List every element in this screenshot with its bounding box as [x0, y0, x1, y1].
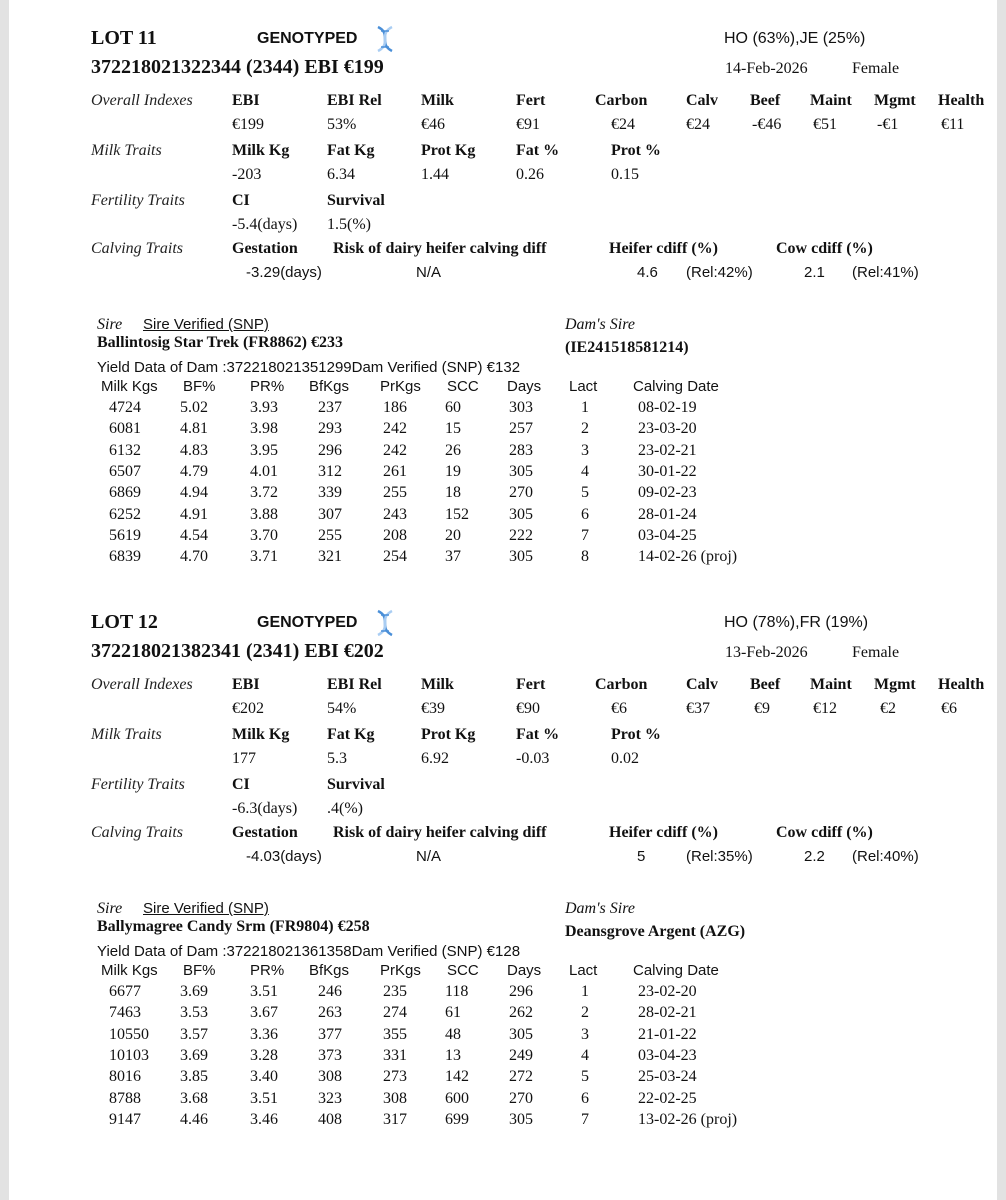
dams-sire-name: Deansgrove Argent (AZG) [565, 923, 746, 940]
yield-cell: 60 [445, 399, 461, 416]
val-fat-pct: -0.03 [516, 750, 550, 767]
hdr-ebi-rel: EBI Rel [327, 92, 382, 109]
val-maint: €51 [813, 116, 837, 133]
dna-icon [374, 609, 396, 637]
val-heifer-rel: (Rel:42%) [686, 264, 753, 281]
hdr-mgmt: Mgmt [874, 676, 916, 693]
hdr-calv: Calv [686, 92, 718, 109]
val-ebi: €202 [232, 700, 264, 717]
yield-cell: 37 [445, 548, 461, 566]
val-ci: -5.4(days) [232, 216, 298, 233]
hdr-gestation: Gestation [232, 824, 298, 841]
val-calv: €24 [686, 116, 710, 133]
yield-header: Calving Date [633, 378, 719, 395]
yield-cell: 28-02-21 [638, 1004, 697, 1022]
yield-cell: 246 [318, 983, 342, 1000]
yield-cell: 28-01-24 [638, 505, 697, 523]
yield-cell: 6869 [109, 484, 141, 502]
dna-icon [374, 25, 396, 53]
yield-cell: 13 [445, 1046, 461, 1064]
genotyped-badge: GENOTYPED [257, 614, 358, 631]
fertility-traits-label: Fertility Traits [91, 192, 185, 209]
yield-cell: 8 [581, 548, 589, 566]
yield-cell: 4 [581, 462, 589, 480]
yield-cell: 19 [445, 462, 461, 480]
yield-cell: 4.94 [180, 484, 208, 502]
hdr-milk-kg: Milk Kg [232, 142, 290, 159]
yield-cell: 249 [509, 1046, 533, 1064]
yield-header: PR% [250, 378, 285, 395]
yield-header: Days [507, 378, 542, 395]
yield-cell: 262 [509, 1004, 533, 1022]
dams-sire-name: (IE241518581214) [565, 339, 689, 356]
hdr-heifer-cdiff: Heifer cdiff (%) [609, 824, 718, 841]
yield-cell: 14-02-26 (proj) [638, 548, 738, 566]
yield-cell: 323 [318, 1089, 342, 1107]
yield-cell: 3.69 [180, 1046, 208, 1064]
yield-cell: 4.01 [250, 462, 278, 480]
val-cow-cdiff: 2.1 [804, 264, 825, 281]
yield-data-line: Yield Data of Dam :372218021351299Dam Verified (SNP) €132 [97, 359, 521, 376]
hdr-prot-pct: Prot % [611, 142, 661, 159]
hdr-ebi-rel: EBI Rel [327, 676, 382, 693]
hdr-prot-kg: Prot Kg [421, 142, 476, 159]
yield-cell: 1 [581, 399, 589, 416]
yield-data-line: Yield Data of Dam :372218021361358Dam Verified (SNP) €128 [97, 943, 521, 960]
hdr-carbon: Carbon [595, 92, 648, 109]
yield-cell: 3.46 [250, 1110, 278, 1128]
sex: Female [852, 60, 900, 77]
yield-cell: 6081 [109, 420, 141, 438]
hdr-milk: Milk [421, 676, 454, 693]
yield-cell: 255 [383, 484, 407, 502]
hdr-survival: Survival [327, 192, 385, 209]
yield-cell: 293 [318, 420, 342, 438]
yield-cell: 152 [445, 505, 469, 523]
yield-cell: 7 [581, 1110, 589, 1128]
val-heifer-cdiff: 5 [637, 848, 646, 865]
yield-header: PR% [250, 962, 285, 979]
sire-label: Sire [97, 316, 123, 333]
yield-cell: 8788 [109, 1089, 141, 1107]
sire-verified-link[interactable]: Sire Verified (SNP) [143, 900, 269, 917]
yield-cell: 26 [445, 441, 461, 459]
hdr-ebi: EBI [232, 676, 260, 693]
yield-header: BF% [183, 378, 216, 395]
yield-cell: 272 [509, 1068, 533, 1086]
yield-cell: 283 [509, 441, 533, 459]
val-risk: N/A [416, 848, 442, 865]
yield-cell: 6132 [109, 441, 141, 459]
yield-cell: 186 [383, 399, 407, 416]
yield-header: Milk Kgs [101, 378, 158, 395]
yield-cell: 4 [581, 1046, 589, 1064]
hdr-gestation: Gestation [232, 240, 298, 257]
hdr-fat-kg: Fat Kg [327, 142, 375, 159]
yield-cell: 408 [318, 1110, 342, 1128]
yield-header: Calving Date [633, 962, 719, 979]
hdr-ci: CI [232, 192, 250, 209]
hdr-beef: Beef [750, 92, 781, 109]
yield-cell: 305 [509, 548, 533, 566]
hdr-milk-kg: Milk Kg [232, 726, 290, 743]
yield-cell: 3 [581, 441, 589, 459]
yield-cell: 261 [383, 462, 407, 480]
hdr-fat-pct: Fat % [516, 142, 560, 159]
yield-cell: 255 [318, 526, 342, 544]
yield-cell: 21-01-22 [638, 1025, 697, 1043]
yield-cell: 263 [318, 1004, 342, 1022]
yield-cell: 22-02-25 [638, 1089, 697, 1107]
yield-cell: 61 [445, 1004, 461, 1022]
yield-cell: 257 [509, 420, 533, 438]
dams-sire-label: Dam's Sire [565, 316, 635, 333]
val-prot-pct: 0.15 [611, 166, 639, 183]
val-cow-cdiff: 2.2 [804, 848, 825, 865]
yield-cell: 3.53 [180, 1004, 208, 1022]
yield-cell: 6677 [109, 983, 141, 1000]
yield-cell: 2 [581, 1004, 589, 1022]
birth-date: 14-Feb-2026 [725, 60, 808, 77]
yield-cell: 1 [581, 983, 589, 1000]
yield-cell: 10103 [109, 1046, 149, 1064]
hdr-fat-kg: Fat Kg [327, 726, 375, 743]
yield-cell: 13-02-26 (proj) [638, 1110, 738, 1128]
yield-cell: 355 [383, 1025, 407, 1043]
yield-cell: 274 [383, 1004, 407, 1022]
val-fert: €91 [516, 116, 540, 133]
yield-cell: 4.70 [180, 548, 208, 566]
yield-cell: 303 [509, 399, 533, 416]
val-survival: 1.5(%) [327, 216, 371, 233]
yield-cell: 30-01-22 [638, 462, 697, 480]
milk-traits-label: Milk Traits [91, 142, 162, 159]
yield-header: PrKgs [380, 962, 421, 979]
yield-cell: 3.28 [250, 1046, 278, 1064]
yield-cell: 7463 [109, 1004, 141, 1022]
yield-cell: 699 [445, 1110, 469, 1128]
yield-cell: 3.70 [250, 526, 278, 544]
dams-sire-label: Dam's Sire [565, 900, 635, 917]
fertility-traits-label: Fertility Traits [91, 776, 185, 793]
yield-cell: 3 [581, 1025, 589, 1043]
hdr-carbon: Carbon [595, 676, 648, 693]
milk-traits-label: Milk Traits [91, 726, 162, 743]
yield-cell: 3.68 [180, 1089, 208, 1107]
yield-cell: 3.51 [250, 1089, 278, 1107]
hdr-prot-pct: Prot % [611, 726, 661, 743]
yield-cell: 3.51 [250, 983, 278, 1000]
yield-cell: 6 [581, 505, 589, 523]
frame-right [997, 0, 1006, 1200]
yield-cell: 308 [383, 1089, 407, 1107]
yield-cell: 142 [445, 1068, 469, 1086]
hdr-prot-kg: Prot Kg [421, 726, 476, 743]
yield-cell: 4.46 [180, 1110, 208, 1128]
yield-header: Lact [569, 378, 598, 395]
yield-cell: 3.85 [180, 1068, 208, 1086]
genotyped-badge: GENOTYPED [257, 30, 358, 47]
hdr-ci: CI [232, 776, 250, 793]
yield-cell: 2 [581, 420, 589, 438]
sire-label: Sire [97, 900, 123, 917]
yield-cell: 373 [318, 1046, 342, 1064]
yield-cell: 331 [383, 1046, 407, 1064]
yield-cell: 09-02-23 [638, 484, 697, 502]
yield-cell: 312 [318, 462, 342, 480]
hdr-mgmt: Mgmt [874, 92, 916, 109]
yield-cell: 208 [383, 526, 407, 544]
yield-cell: 235 [383, 983, 407, 1000]
hdr-maint: Maint [810, 676, 852, 693]
yield-cell: 6507 [109, 462, 141, 480]
yield-cell: 3.36 [250, 1025, 278, 1043]
val-prot-kg: 1.44 [421, 166, 449, 183]
yield-cell: 6252 [109, 505, 141, 523]
val-fat-kg: 5.3 [327, 750, 347, 767]
val-ebi-rel: 53% [327, 116, 357, 133]
yield-cell: 25-03-24 [638, 1068, 697, 1086]
sire-verified-link[interactable]: Sire Verified (SNP) [143, 316, 269, 333]
val-ebi: €199 [232, 116, 264, 133]
lot-title: LOT 11 [91, 27, 157, 49]
hdr-fat-pct: Fat % [516, 726, 560, 743]
yield-cell: 23-03-20 [638, 420, 697, 438]
yield-cell: 08-02-19 [638, 399, 697, 416]
yield-cell: 3.57 [180, 1025, 208, 1043]
yield-cell: 5 [581, 1068, 589, 1086]
yield-cell: 3.67 [250, 1004, 278, 1022]
yield-cell: 3.98 [250, 420, 278, 438]
overall-indexes-label: Overall Indexes [91, 676, 193, 693]
yield-cell: 3.71 [250, 548, 278, 566]
yield-header: SCC [447, 962, 479, 979]
yield-cell: 305 [509, 462, 533, 480]
yield-cell: 4.91 [180, 505, 208, 523]
yield-cell: 03-04-25 [638, 526, 697, 544]
hdr-calv: Calv [686, 676, 718, 693]
sire-name: Ballintosig Star Trek (FR8862) €233 [97, 334, 343, 351]
yield-cell: 308 [318, 1068, 342, 1086]
yield-cell: 3.95 [250, 441, 278, 459]
yield-cell: 321 [318, 548, 342, 566]
val-carbon: €24 [611, 116, 635, 133]
yield-header: Days [507, 962, 542, 979]
val-ebi-rel: 54% [327, 700, 357, 717]
yield-cell: 243 [383, 505, 407, 523]
yield-cell: 03-04-23 [638, 1046, 697, 1064]
hdr-risk: Risk of dairy heifer calving diff [333, 824, 547, 841]
yield-cell: 296 [509, 983, 533, 1000]
yield-cell: 5 [581, 484, 589, 502]
yield-cell: 270 [509, 484, 533, 502]
val-beef: €9 [754, 700, 770, 717]
val-gestation: -3.29(days) [246, 264, 322, 281]
yield-cell: 6839 [109, 548, 141, 566]
yield-cell: 377 [318, 1025, 342, 1043]
yield-cell: 3.88 [250, 505, 278, 523]
val-fat-kg: 6.34 [327, 166, 355, 183]
breed-composition: HO (63%),JE (25%) [724, 30, 866, 47]
yield-cell: 3.72 [250, 484, 278, 502]
hdr-health: Health [938, 92, 985, 109]
yield-cell: 4.54 [180, 526, 208, 544]
hdr-beef: Beef [750, 676, 781, 693]
hdr-heifer-cdiff: Heifer cdiff (%) [609, 240, 718, 257]
frame-left [0, 0, 9, 1200]
yield-cell: 6 [581, 1089, 589, 1107]
yield-header: Lact [569, 962, 598, 979]
overall-indexes-label: Overall Indexes [91, 92, 193, 109]
val-heifer-cdiff: 4.6 [637, 264, 658, 281]
val-fat-pct: 0.26 [516, 166, 544, 183]
yield-header: SCC [447, 378, 479, 395]
yield-cell: 118 [445, 983, 469, 1000]
hdr-fert: Fert [516, 92, 546, 109]
breed-composition: HO (78%),FR (19%) [724, 614, 869, 631]
val-heifer-rel: (Rel:35%) [686, 848, 753, 865]
yield-cell: 4.83 [180, 441, 208, 459]
yield-cell: 305 [509, 505, 533, 523]
yield-header: Milk Kgs [101, 962, 158, 979]
val-calv: €37 [686, 700, 710, 717]
yield-cell: 307 [318, 505, 342, 523]
yield-cell: 23-02-21 [638, 441, 697, 459]
yield-cell: 3.93 [250, 399, 278, 416]
yield-cell: 7 [581, 526, 589, 544]
val-mgmt: €2 [880, 700, 896, 717]
val-cow-rel: (Rel:40%) [852, 848, 919, 865]
hdr-health: Health [938, 676, 985, 693]
yield-header: PrKgs [380, 378, 421, 395]
yield-cell: 4.79 [180, 462, 208, 480]
yield-cell: 9147 [109, 1110, 141, 1128]
yield-cell: 10550 [109, 1025, 149, 1043]
yield-cell: 254 [383, 548, 407, 566]
yield-header: BfKgs [309, 378, 350, 395]
yield-cell: 270 [509, 1089, 533, 1107]
yield-cell: 242 [383, 420, 407, 438]
hdr-ebi: EBI [232, 92, 260, 109]
yield-cell: 8016 [109, 1068, 141, 1086]
val-risk: N/A [416, 264, 442, 281]
animal-id-ebi: 372218021322344 (2344) EBI €199 [91, 56, 384, 78]
val-gestation: -4.03(days) [246, 848, 322, 865]
yield-cell: 18 [445, 484, 461, 502]
hdr-cow-cdiff: Cow cdiff (%) [776, 824, 873, 841]
yield-cell: 339 [318, 484, 342, 502]
yield-cell: 222 [509, 526, 533, 544]
val-milk-kg: 177 [232, 750, 256, 767]
calving-traits-label: Calving Traits [91, 824, 184, 841]
val-maint: €12 [813, 700, 837, 717]
val-mgmt: -€1 [877, 116, 899, 133]
val-fert: €90 [516, 700, 540, 717]
sire-name: Ballymagree Candy Srm (FR9804) €258 [97, 918, 370, 935]
yield-cell: 296 [318, 441, 342, 459]
val-milk: €39 [421, 700, 445, 717]
yield-cell: 4724 [109, 399, 141, 416]
val-carbon: €6 [611, 700, 627, 717]
yield-cell: 600 [445, 1089, 469, 1107]
val-prot-pct: 0.02 [611, 750, 639, 767]
val-milk: €46 [421, 116, 445, 133]
val-ci: -6.3(days) [232, 800, 298, 817]
animal-id-ebi: 372218021382341 (2341) EBI €202 [91, 640, 384, 662]
hdr-fert: Fert [516, 676, 546, 693]
yield-cell: 273 [383, 1068, 407, 1086]
val-survival: .4(%) [327, 800, 363, 817]
yield-header: BF% [183, 962, 216, 979]
val-cow-rel: (Rel:41%) [852, 264, 919, 281]
yield-cell: 305 [509, 1025, 533, 1043]
hdr-milk: Milk [421, 92, 454, 109]
yield-cell: 317 [383, 1110, 407, 1128]
calving-traits-label: Calving Traits [91, 240, 184, 257]
yield-cell: 23-02-20 [638, 983, 697, 1000]
val-health: €6 [941, 700, 957, 717]
sex: Female [852, 644, 900, 661]
yield-cell: 15 [445, 420, 461, 438]
yield-cell: 5.02 [180, 399, 208, 416]
hdr-survival: Survival [327, 776, 385, 793]
yield-cell: 4.81 [180, 420, 208, 438]
val-prot-kg: 6.92 [421, 750, 449, 767]
lot-title: LOT 12 [91, 611, 158, 633]
yield-cell: 20 [445, 526, 461, 544]
birth-date: 13-Feb-2026 [725, 644, 808, 661]
yield-cell: 3.69 [180, 983, 208, 1000]
yield-cell: 3.40 [250, 1068, 278, 1086]
yield-cell: 48 [445, 1025, 461, 1043]
hdr-cow-cdiff: Cow cdiff (%) [776, 240, 873, 257]
val-milk-kg: -203 [232, 166, 262, 183]
val-beef: -€46 [752, 116, 782, 133]
val-health: €11 [941, 116, 965, 133]
hdr-maint: Maint [810, 92, 852, 109]
yield-cell: 5619 [109, 526, 141, 544]
hdr-risk: Risk of dairy heifer calving diff [333, 240, 547, 257]
yield-header: BfKgs [309, 962, 350, 979]
yield-cell: 237 [318, 399, 342, 416]
yield-cell: 305 [509, 1110, 533, 1128]
yield-cell: 242 [383, 441, 407, 459]
